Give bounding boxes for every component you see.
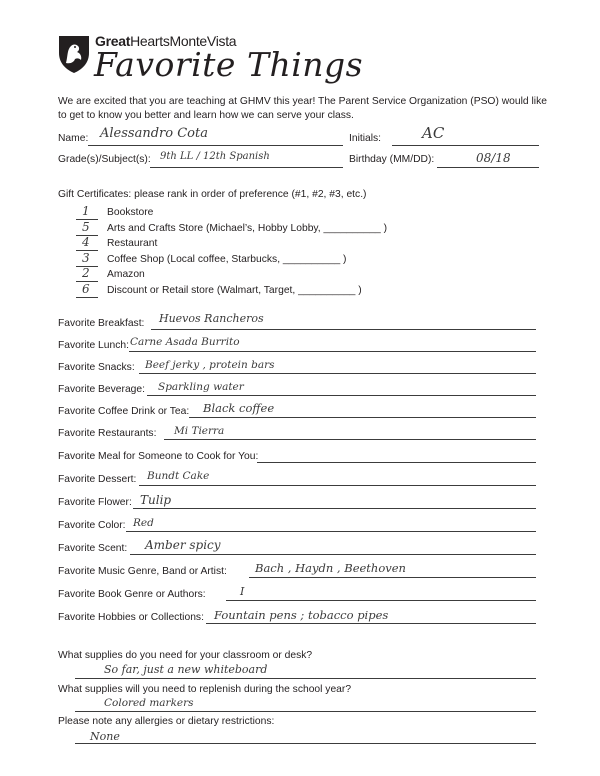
- favorite-underline: [206, 623, 536, 624]
- brand-name-bold: Great: [95, 33, 131, 49]
- question-underline: [75, 743, 536, 744]
- gift-item: [76, 237, 476, 252]
- gift-item: [76, 219, 476, 237]
- gift-rank[interactable]: 1: [82, 204, 90, 218]
- favorite-value[interactable]: Bach , Haydn , Beethoven: [255, 561, 406, 575]
- gift-label: Coffee Shop (Local coffee, Starbucks, __________ ): [107, 253, 347, 265]
- favorite-underline: [147, 395, 536, 396]
- favorite-row: [58, 608, 538, 628]
- favorite-label: Favorite Color:: [58, 520, 126, 531]
- favorite-underline: [164, 439, 536, 440]
- favorite-label: Favorite Hobbies or Collections:: [58, 612, 204, 623]
- favorite-row: [58, 401, 538, 422]
- grade-value[interactable]: 9th LL / 12th Spanish: [160, 151, 270, 162]
- favorite-value[interactable]: I: [240, 585, 245, 598]
- favorite-label: Favorite Dessert:: [58, 474, 137, 485]
- favorite-value[interactable]: Fountain pens ; tobacco pipes: [214, 608, 389, 622]
- favorite-value[interactable]: Amber spicy: [145, 538, 221, 552]
- gift-rank[interactable]: 2: [82, 266, 90, 280]
- intro-line-2: to get to know you better and learn how we can serve your class.: [58, 110, 354, 121]
- name-value[interactable]: Alessandro Cota: [100, 126, 208, 141]
- favorite-label: Favorite Meal for Someone to Cook for You:: [58, 451, 259, 462]
- favorite-row: [58, 381, 538, 400]
- favorite-value[interactable]: Carne Asada Burrito: [130, 336, 240, 348]
- favorite-row: [58, 312, 538, 334]
- gift-rank[interactable]: 5: [82, 219, 90, 234]
- favorite-value[interactable]: Black coffee: [203, 401, 275, 415]
- favorite-label: Favorite Coffee Drink or Tea:: [58, 406, 190, 417]
- favorite-row: [58, 425, 538, 444]
- question-answer[interactable]: Colored markers: [104, 697, 194, 709]
- initials-underline: [392, 145, 539, 146]
- question-underline: [75, 711, 536, 712]
- name-label: Name:: [58, 133, 89, 144]
- favorite-value[interactable]: Huevos Rancheros: [159, 312, 264, 325]
- favorite-underline: [130, 554, 536, 555]
- gift-label: Amazon: [107, 269, 145, 280]
- gift-rank[interactable]: 4: [82, 235, 90, 249]
- question-answer[interactable]: None: [90, 730, 120, 743]
- favorite-label: Favorite Beverage:: [58, 384, 145, 395]
- favorite-underline: [249, 577, 536, 578]
- favorite-row: [58, 359, 538, 378]
- favorite-row: [58, 517, 538, 536]
- birthday-label: Birthday (MM/DD):: [349, 154, 435, 165]
- favorite-row: [58, 451, 538, 467]
- favorite-value[interactable]: Bundt Cake: [147, 470, 210, 482]
- birthday-underline: [437, 167, 539, 168]
- question-label: Please note any allergies or dietary restrictions:: [58, 716, 275, 727]
- favorite-label: Favorite Breakfast:: [58, 318, 145, 329]
- favorite-underline: [189, 417, 536, 418]
- question-label: What supplies do you need for your classroom or desk?: [58, 650, 313, 661]
- initials-label: Initials:: [349, 133, 382, 144]
- favorite-underline: [151, 329, 536, 330]
- favorite-underline: [257, 462, 536, 463]
- favorite-underline: [133, 508, 536, 509]
- favorite-row: [58, 493, 538, 513]
- favorite-underline: [139, 485, 536, 486]
- gift-label: Discount or Retail store (Walmart, Target, __________ ): [107, 284, 362, 296]
- question-underline: [75, 678, 536, 679]
- gift-item: [76, 206, 476, 221]
- gift-item: [76, 250, 476, 268]
- favorite-underline: [139, 373, 536, 374]
- brand-name-rest: HeartsMonteVista: [130, 33, 237, 49]
- favorite-value[interactable]: Mi Tierra: [174, 425, 225, 437]
- favorite-value[interactable]: Beef jerky , protein bars: [145, 359, 275, 371]
- favorite-label: Favorite Scent:: [58, 543, 128, 554]
- question-block: [58, 716, 538, 746]
- initials-value[interactable]: AC: [422, 124, 445, 142]
- intro-line-1: We are excited that you are teaching at GHMV this year! The Parent Service Organization (PSO) would like: [58, 96, 547, 107]
- birthday-value[interactable]: 08/18: [476, 151, 511, 165]
- crest-icon: [56, 33, 92, 75]
- gift-label: Arts and Crafts Store (Michael’s, Hobby Lobby, __________ ): [107, 222, 388, 234]
- favorite-label: Favorite Restaurants:: [58, 428, 157, 439]
- gift-list: [76, 206, 476, 298]
- gift-rank[interactable]: 6: [82, 281, 90, 296]
- favorite-row: [58, 585, 538, 605]
- gift-label: Bookstore: [107, 207, 154, 218]
- favorite-underline: [226, 600, 536, 601]
- question-block: [58, 684, 538, 714]
- favorite-value[interactable]: Tulip: [140, 493, 172, 507]
- form-title: Favorite Things: [94, 45, 364, 84]
- favorite-row: [58, 470, 538, 490]
- favorite-row: [58, 538, 538, 559]
- gift-rank[interactable]: 3: [82, 250, 90, 265]
- question-label: What supplies will you need to replenish during the school year?: [58, 684, 352, 695]
- favorite-label: Favorite Music Genre, Band or Artist:: [58, 566, 227, 577]
- gift-label: Restaurant: [107, 238, 158, 249]
- grade-label: Grade(s)/Subject(s):: [58, 154, 151, 165]
- school-logo: [56, 33, 92, 75]
- favorite-row: [58, 561, 538, 582]
- gift-heading: Gift Certificates: please rank in order of preference (#1, #2, #3, etc.): [58, 189, 367, 200]
- gift-item: [76, 268, 476, 283]
- question-block: [58, 650, 538, 680]
- favorite-label: Favorite Book Genre or Authors:: [58, 589, 206, 600]
- favorite-value[interactable]: Red: [133, 517, 154, 529]
- favorite-value[interactable]: Sparkling water: [158, 381, 244, 393]
- name-underline: [88, 145, 343, 146]
- question-answer[interactable]: So far, just a new whiteboard: [104, 663, 268, 676]
- favorite-label: Favorite Flower:: [58, 497, 132, 508]
- gift-item: [76, 281, 476, 299]
- favorite-underline: [129, 351, 536, 352]
- favorite-label: Favorite Lunch:: [58, 340, 129, 351]
- grade-underline: [150, 167, 343, 168]
- favorite-underline: [126, 531, 536, 532]
- favorite-row: [58, 336, 538, 356]
- favorite-label: Favorite Snacks:: [58, 362, 135, 373]
